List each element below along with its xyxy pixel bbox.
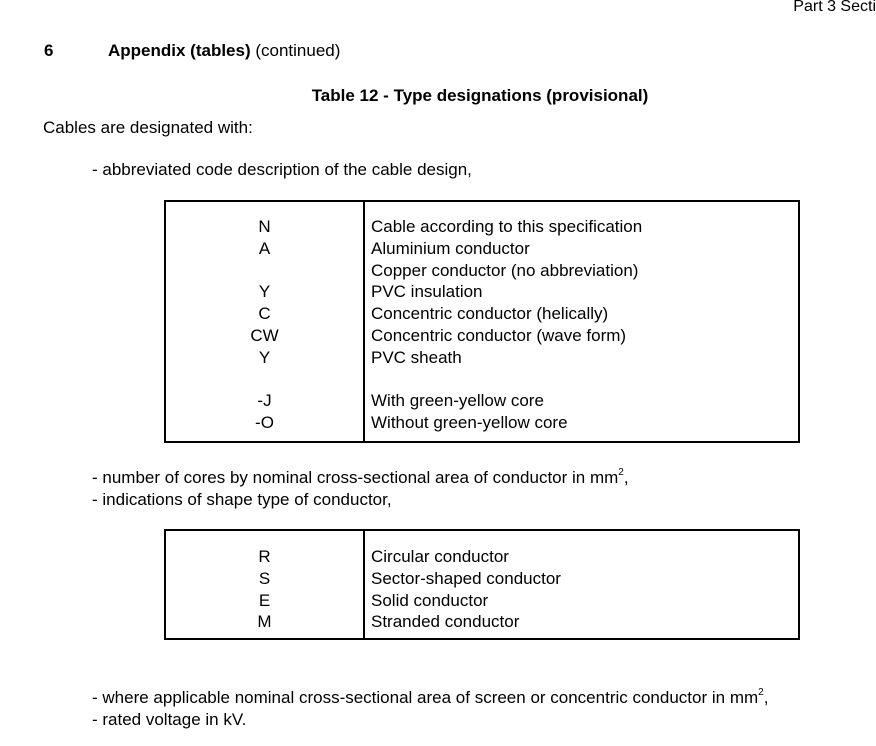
description-cell: Circular conductor <box>371 547 509 566</box>
code-cell: Y <box>258 282 271 302</box>
description-cell: Stranded conductor <box>371 612 520 632</box>
description-cell: With green-yellow core <box>371 391 544 411</box>
screen-end: , <box>763 688 769 707</box>
code-cell: -J <box>257 391 272 411</box>
description-cell: PVC sheath <box>371 347 462 367</box>
list-item-voltage: - rated voltage in kV. <box>92 710 247 729</box>
code-column <box>166 202 365 441</box>
code-cell: E <box>258 590 271 610</box>
cores-text: - number of cores by nominal cross-sectional area of conductor in mm <box>92 468 619 487</box>
section-title-main: Appendix (tables) <box>108 41 251 60</box>
section-number: 6 <box>44 41 54 60</box>
code-cell: S <box>258 568 271 588</box>
description-cell: Without green-yellow core <box>371 413 568 433</box>
code-cell: C <box>258 304 271 324</box>
code-cell: Y <box>258 347 271 367</box>
description-cell: Copper conductor (no abbreviation) <box>371 260 639 280</box>
table-caption: Table 12 - Type designations (provisional) <box>311 86 649 105</box>
screen-text: - where applicable nominal cross-sectional area of screen or concentric conductor in mm <box>92 688 759 707</box>
running-header: Part 3 Secti <box>793 0 876 15</box>
code-column <box>166 531 365 638</box>
list-item-cores <box>92 468 629 488</box>
code-cell: CW <box>250 325 279 345</box>
cores-end: , <box>623 468 629 487</box>
section-title <box>108 41 340 61</box>
screen-superscript: 2 <box>758 687 764 698</box>
shape-table <box>164 529 800 640</box>
section-title-suffix: (continued) <box>250 41 341 60</box>
description-column <box>365 531 798 638</box>
description-cell: Sector-shaped conductor <box>371 568 561 588</box>
list-item-screen <box>92 688 768 708</box>
description-cell: Solid conductor <box>371 590 489 610</box>
code-cell: R <box>258 547 271 566</box>
cores-superscript: 2 <box>618 467 624 478</box>
code-cell <box>166 369 363 391</box>
description-cell: PVC insulation <box>371 282 483 302</box>
description-cell: Aluminium conductor <box>371 238 530 258</box>
description-cell: Concentric conductor (wave form) <box>371 325 627 345</box>
intro-text: Cables are designated with: <box>43 118 253 137</box>
code-cell: M <box>257 612 272 632</box>
code-cell: A <box>258 238 271 258</box>
description-cell: Cable according to this specification <box>371 217 643 236</box>
list-item-design: - abbreviated code description of the cable design, <box>92 160 472 179</box>
code-cell: -O <box>255 413 274 433</box>
description-column <box>365 202 798 441</box>
description-cell: Concentric conductor (helically) <box>371 304 609 324</box>
code-cell: N <box>258 217 271 236</box>
designation-table <box>164 200 800 443</box>
description-cell <box>371 369 798 391</box>
list-item-shape: - indications of shape type of conductor, <box>92 490 392 509</box>
code-cell <box>166 260 363 282</box>
